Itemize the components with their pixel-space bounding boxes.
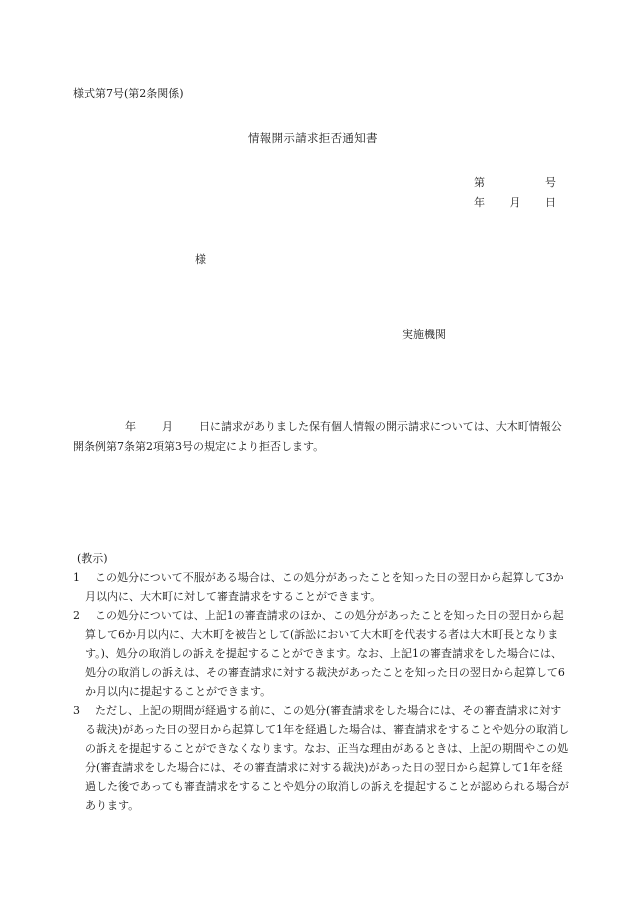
document-date-line — [474, 194, 556, 210]
go-label: 号 — [545, 176, 556, 189]
notes-item-text: この処分については、上記1の審査請求のほか、この処分があったことを知った日の翌日から起算して6か月以内に、大木町を被告として(訴訟において大木町を代表する者は大木町長となります。)、処分の取消しの訴えを提起することができます。なお、上記1の審査請求をした場合には、処分の取消しの訴えは、その審査請求に対する裁決があったことを知った日の翌日から起算して6か月以内に提起することができます。 — [85, 609, 565, 698]
notes-item-text: ただし、上記の期間が経過する前に、この処分(審査請求をした場合には、その審査請求に対する裁決)があった日の翌日から起算して1年を経過した場合は、審査請求をすることや処分の取消しの訴えを提起することができなくなります。なお、正当な理由があるときは、上記の期間やこの処分(審査請求をした場合には、その審査請求に対する裁決)があった日の翌日から起算して1年を経過した後であっても審査請求をすることや処分の取消しの訴えを提起することが認められる場合があります。 — [85, 704, 570, 812]
notes-item-number: 2 — [73, 609, 80, 622]
notes-item-3 — [73, 701, 571, 815]
notes-heading: (教示) — [77, 552, 108, 565]
day-label: 日 — [545, 196, 556, 209]
notes-list — [73, 568, 571, 815]
form-number: 様式第7号(第2条関係) — [73, 87, 184, 100]
notes-item-number: 3 — [73, 704, 80, 717]
body-month-label: 月 — [162, 420, 173, 433]
document-title: 情報開示請求拒否通知書 — [248, 131, 378, 145]
year-label: 年 — [474, 196, 485, 209]
notes-item-text: この処分について不服がある場合は、この処分があったことを知った日の翌日から起算して3か月以内に、大木町に対して審査請求をすることができます。 — [85, 571, 564, 603]
sender-agency: 実施機関 — [402, 328, 446, 341]
addressee-honorific: 様 — [195, 253, 206, 266]
body-paragraph — [73, 417, 563, 457]
document-number-line — [474, 174, 556, 190]
body-text: 日に請求がありました保有個人情報の開示請求については、大木町情報公開条例第7条第2項第3号の規定により拒否します。 — [73, 420, 562, 453]
notes-item-number: 1 — [73, 571, 80, 584]
notes-item-2 — [73, 606, 571, 701]
dai-label: 第 — [474, 176, 485, 189]
notes-item-1 — [73, 568, 571, 606]
month-label: 月 — [509, 196, 521, 209]
body-year-label: 年 — [125, 420, 136, 433]
